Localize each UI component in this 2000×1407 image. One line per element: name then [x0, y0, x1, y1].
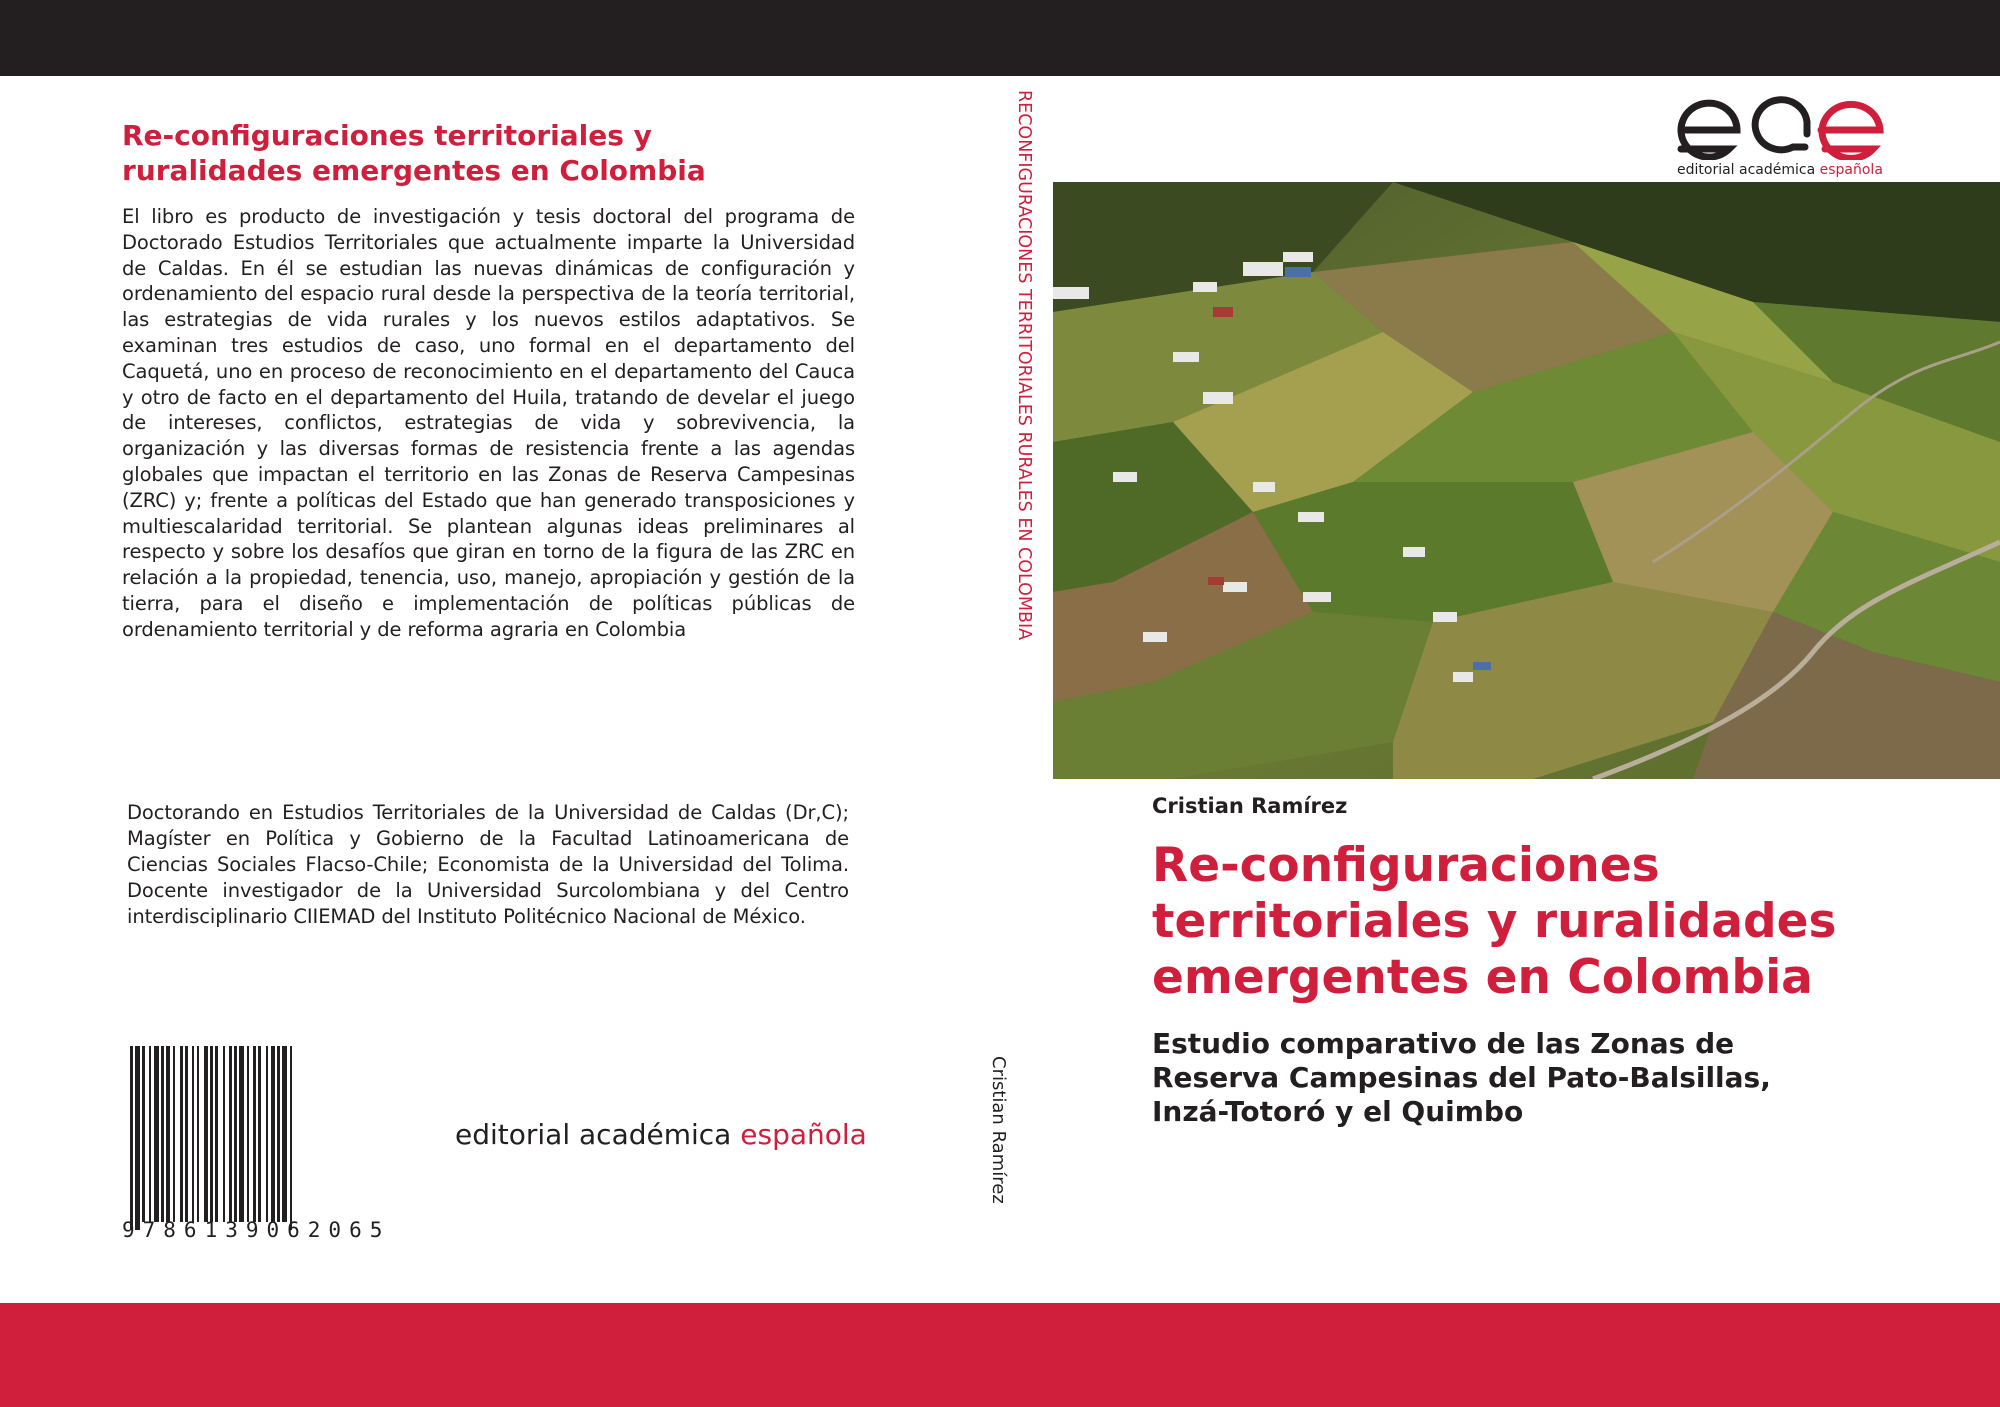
- eae-logo-icon: [1675, 94, 1890, 160]
- back-cover-title: [122, 118, 862, 188]
- photo-illustration: [1053, 182, 2000, 779]
- publisher-logo: [1675, 94, 1890, 182]
- front-subtitle-line: Estudio comparativo de las Zonas de: [1152, 1027, 1735, 1060]
- front-author-name: Cristian Ramírez: [1152, 794, 1348, 818]
- front-subtitle-line: Inzá-Totoró y el Quimbo: [1152, 1095, 1524, 1128]
- logo-wordmark-main: editorial académica: [1677, 162, 1820, 178]
- back-publisher-name: [455, 1118, 867, 1151]
- front-cover-subtitle: [1152, 1027, 1972, 1129]
- front-title-line: territoriales y ruralidades: [1152, 894, 1837, 949]
- front-title-line: Re-configuraciones: [1152, 838, 1660, 893]
- front-subtitle-line: Reserva Campesinas del Pato-Balsillas,: [1152, 1061, 1771, 1094]
- front-cover-title: [1152, 838, 1972, 1006]
- aerial-farmland-photo: [1053, 182, 2000, 779]
- isbn-number: 9786139062065: [122, 1218, 391, 1242]
- back-title-line: Re-configuraciones territoriales y: [122, 119, 652, 152]
- author-biography: Doctorando en Estudios Territoriales de la Universidad de Caldas (Dr,C); Magíster en Política y Gobierno de la Facultad Latinoamericana de Ciencias Sociales Flacso-Chile; Economista de la Universidad del Tolima. Docente investigador de la Universidad Surcolombiana y del Centro interdisciplinario CIIEMAD del Instituto Politécnico Nacional de México.: [127, 801, 849, 928]
- publisher-name-main: editorial académica: [455, 1118, 741, 1151]
- back-cover-blurb: El libro es producto de investigación y tesis doctoral del programa de Doctorado Estudios Territoriales que actualmente imparte la Universidad de Caldas. En él se estudian las nuevas dinámicas de configuración y ordenamiento del espacio rural desde la perspectiva de la teoría territorial, las estrategias de vida rurales y los nuevos estilos adaptativos. Se examinan tres estudios de caso, uno formal en el departamento del Caquetá, uno en proceso de reconocimiento en el departamento del Cauca y otro de facto en el departamento del Huila, tratando de develar el juego de intereses, conflictos, estrategias de vida y sobrevivencia, la organización y las diversas formas de resistencia frente a las agendas globales que impactan el territorio en las Zonas de Reserva Campesinas (ZRC) y; frente a políticas del Estado que han generado transposiciones y multiescalaridad territorial. Se plantean algunas ideas preliminares al respecto y sobre los desafíos que giran en torno de la figura de las ZRC en relación a la propiedad, tenencia, uso, manejo, apropiación y gestión de la tierra, para el diseño e implementación de políticas públicas de ordenamiento territorial y de reforma agraria en Colombia: [122, 205, 855, 641]
- back-title-line: ruralidades emergentes en Colombia: [122, 154, 706, 187]
- publisher-name-accent: española: [740, 1118, 867, 1151]
- spine-title: RECONFIGURACIONES TERRITORIALES RURALES EN COLOMBIA: [1014, 90, 1034, 641]
- spine-author: Cristian Ramírez: [988, 1056, 1009, 1204]
- barcode-bars: [122, 1046, 442, 1230]
- bottom-color-band: [0, 1303, 2000, 1407]
- front-title-line: emergentes en Colombia: [1152, 950, 1813, 1005]
- top-color-band: [0, 0, 2000, 76]
- logo-wordmark: [1677, 162, 1883, 178]
- logo-wordmark-accent: española: [1819, 162, 1883, 178]
- isbn-barcode: [122, 1046, 442, 1246]
